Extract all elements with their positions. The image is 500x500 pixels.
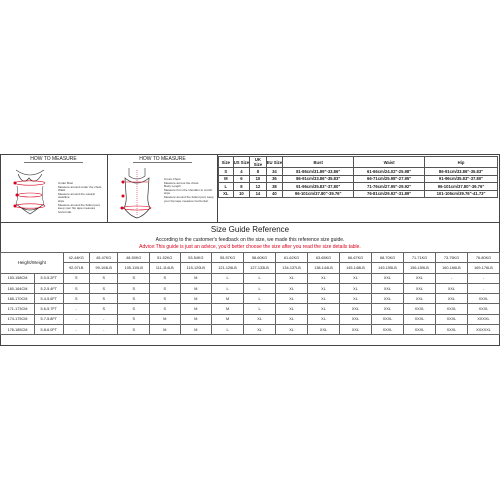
weight-lb-header: 138-144LB — [308, 263, 340, 273]
table-cell: 40 — [266, 190, 283, 198]
size-cell: L — [244, 304, 276, 314]
table-cell: 12 — [250, 183, 267, 191]
column-header: Hip — [425, 157, 498, 168]
size-cell: XXL — [371, 273, 403, 283]
height-cm-cell: 153-158CM — [1, 273, 35, 283]
table-cell: 96-101cm/37.80"-39.76" — [425, 183, 498, 191]
size-cell: XL — [340, 294, 372, 304]
size-cell: XL — [308, 314, 340, 324]
size-cell: - — [89, 325, 118, 335]
weight-kg-header: 63-65KG — [308, 253, 340, 263]
column-header: Size — [219, 157, 234, 168]
weight-lb-header: 92-97LB — [63, 263, 89, 273]
size-cell: S — [89, 283, 118, 293]
weight-kg-header-row — [1, 253, 500, 263]
table-cell: 38 — [266, 183, 283, 191]
weight-kg-header: 61-62KG — [276, 253, 308, 263]
size-cell: XL — [308, 304, 340, 314]
size-cell: L — [212, 283, 244, 293]
weight-lb-header: 121-126LB — [212, 263, 244, 273]
table-cell: 6 — [233, 175, 250, 183]
size-cell: - — [89, 314, 118, 324]
weight-kg-header: 55-57KG — [212, 253, 244, 263]
table-header-row — [219, 157, 498, 168]
weight-lb-header: 127-133LB — [244, 263, 276, 273]
size-cell: XL — [244, 325, 276, 335]
swimsuit-figure-illustration — [114, 166, 160, 220]
bikini-figure-illustration — [6, 166, 54, 218]
weight-lb-header: 156-159LB — [403, 263, 435, 273]
size-guide-note: According to the customer's feedback on the size, we made this reference size guide. — [155, 237, 345, 243]
weight-kg-header: 66-67KG — [340, 253, 372, 263]
size-cell: XXL — [371, 304, 403, 314]
size-cell: S — [63, 273, 89, 283]
table-cell: 71-76cm/27.95"-29.92" — [354, 183, 425, 191]
size-cell: XXL — [435, 283, 467, 293]
table-cell: 14 — [250, 190, 267, 198]
height-ft-cell: 5.6-5.7FT — [35, 304, 64, 314]
size-guide-title: Size Guide Reference — [210, 225, 290, 234]
size-cell: - — [435, 273, 467, 283]
size-cell: XXL — [403, 283, 435, 293]
size-cell: XL — [244, 314, 276, 324]
table-cell: 36 — [266, 175, 283, 183]
table-cell: 10 — [233, 190, 250, 198]
size-cell: M — [212, 294, 244, 304]
weight-lb-header-row — [1, 263, 500, 273]
size-cell: XXL — [340, 314, 372, 324]
how-to-measure-panel-swimsuit — [108, 154, 218, 222]
how-to-measure-title: HOW TO MEASURE — [24, 156, 83, 163]
size-cell: XXL — [403, 294, 435, 304]
size-cell: XXL — [340, 304, 372, 314]
weight-lb-header: 115-120LB — [180, 263, 212, 273]
size-cell: S — [149, 294, 180, 304]
size-cell: M — [180, 314, 212, 324]
size-cell: L — [244, 283, 276, 293]
size-cell: M — [180, 273, 212, 283]
size-cell: XXXXXL — [467, 325, 499, 335]
weight-lb-header: 169-176LB — [467, 263, 499, 273]
table-cell: 76-81cm/29.92"-31.89" — [354, 190, 425, 198]
table-row — [1, 273, 500, 283]
size-cell: XL — [276, 273, 308, 283]
height-ft-cell: 5.0-5.2FT — [35, 273, 64, 283]
weight-kg-header: 58-60KG — [244, 253, 276, 263]
size-cell: M — [180, 304, 212, 314]
size-cell: L — [244, 273, 276, 283]
table-row — [1, 283, 500, 293]
height-ft-cell: 5.7-5.8FT — [35, 314, 64, 324]
height-ft-cell: 5.4-5.6FT — [35, 294, 64, 304]
table-cell: 4 — [233, 168, 250, 176]
table-row — [1, 314, 500, 324]
height-cm-cell: 171-173CM — [1, 304, 35, 314]
size-cell: S — [149, 283, 180, 293]
weight-lb-header: 145-148LB — [340, 263, 372, 273]
size-cell: XL — [308, 294, 340, 304]
size-cell: XXL — [340, 325, 372, 335]
size-guide-advice: Advice:This guide is just an advice, you'd better choose the size after you read the size details table. — [139, 244, 361, 250]
size-cell: S — [149, 273, 180, 283]
size-cell: - — [467, 283, 499, 293]
size-cell: L — [244, 294, 276, 304]
table-row — [219, 190, 498, 198]
size-cell: S — [89, 273, 118, 283]
size-cell: XXXL — [435, 314, 467, 324]
weight-kg-header: 45-47KG — [89, 253, 118, 263]
weight-lb-header: 149-155LB — [371, 263, 403, 273]
size-cell: XL — [308, 283, 340, 293]
column-header: EU Size — [266, 157, 283, 168]
weight-lb-header: 99-104LB — [89, 263, 118, 273]
size-cell: S — [63, 283, 89, 293]
height-cm-cell: 165-170CM — [1, 294, 35, 304]
size-cell: XXXL — [435, 304, 467, 314]
table-cell: 34 — [266, 168, 283, 176]
height-cm-cell: 176-185CM — [1, 325, 35, 335]
size-cell: - — [63, 325, 89, 335]
column-header: UK Size — [250, 157, 267, 168]
size-details-table — [218, 156, 498, 198]
how-to-measure-title: HOW TO MEASURE — [133, 156, 192, 163]
table-row — [1, 325, 500, 335]
weight-kg-header: 42-44KG — [63, 253, 89, 263]
column-header: Waist — [354, 157, 425, 168]
size-cell: XL — [276, 283, 308, 293]
height-ft-cell: 5.8-6.0FT — [35, 325, 64, 335]
weight-kg-header: 76-80KG — [467, 253, 499, 263]
size-cell: L — [212, 325, 244, 335]
size-cell: M — [149, 325, 180, 335]
height-cm-cell: 160-164CM — [1, 283, 35, 293]
measure-legend: Under Bust Measure around under the chest. Waist Measure around the natural waistline. Hips Measure around the fullest part, keep your hip tape measure horizontal. — [58, 181, 103, 214]
size-cell: S — [118, 325, 150, 335]
size-cell: XXXL — [403, 314, 435, 324]
weight-kg-header: 68-70KG — [371, 253, 403, 263]
size-cell: S — [89, 294, 118, 304]
table-cell: 86-91cm/33.86"-35.83" — [283, 175, 354, 183]
size-cell: M — [180, 283, 212, 293]
size-cell: XXXL — [467, 304, 499, 314]
size-cell: S — [118, 273, 150, 283]
size-cell: XXXL — [435, 325, 467, 335]
size-cell: XL — [276, 314, 308, 324]
size-cell: XXL — [308, 325, 340, 335]
weight-lb-header: 160-166LB — [435, 263, 467, 273]
size-cell: S — [118, 314, 150, 324]
weight-kg-header: 73-75KG — [435, 253, 467, 263]
height-ft-cell: 5.2-5.4FT — [35, 283, 64, 293]
size-cell: XL — [308, 273, 340, 283]
weight-lb-header: 134-137LB — [276, 263, 308, 273]
size-cell: - — [63, 314, 89, 324]
table-cell: 10 — [250, 175, 267, 183]
weight-kg-header: 51-52KG — [149, 253, 180, 263]
table-row — [1, 294, 500, 304]
size-cell: XL — [340, 273, 372, 283]
table-cell: L — [219, 183, 234, 191]
table-row — [219, 175, 498, 183]
size-cell: S — [118, 294, 150, 304]
table-row — [219, 183, 498, 191]
size-cell: M — [180, 294, 212, 304]
size-cell: XXXL — [403, 304, 435, 314]
size-cell: XL — [340, 283, 372, 293]
height-cm-cell: 174-175CM — [1, 314, 35, 324]
column-header: US Size — [233, 157, 250, 168]
weight-kg-header: 71-71KG — [403, 253, 435, 263]
table-cell: 101-106cm/39.76"-41.73" — [425, 190, 498, 198]
height-weight-header: Height/Weight — [1, 253, 64, 274]
size-cell: XXL — [403, 273, 435, 283]
table-cell: 86-91cm/33.86"-35.83" — [425, 168, 498, 176]
size-cell: S — [89, 304, 118, 314]
measure-legend: Cross Chest Measure across the chest. Body Length Measure from the shoulder to crotch. Hips Measure around the fullest part, keep your hip tape measure horizontal. — [164, 177, 214, 203]
size-cell: M — [212, 304, 244, 314]
size-cell: - — [63, 304, 89, 314]
table-cell: 61-66cm/24.02"-25.98" — [354, 168, 425, 176]
table-row — [219, 168, 498, 176]
size-cell: XXL — [371, 283, 403, 293]
size-cell: M — [149, 314, 180, 324]
table-row — [1, 304, 500, 314]
how-to-measure-panel-bikini — [0, 154, 108, 222]
size-cell: XXXL — [371, 325, 403, 335]
table-cell: 81-86cm/31.89"-33.86" — [283, 168, 354, 176]
size-cell: XL — [276, 304, 308, 314]
column-header: Bust — [283, 157, 354, 168]
table-cell: 8 — [233, 183, 250, 191]
size-cell: XL — [276, 294, 308, 304]
weight-lb-header: 105-110LB — [118, 263, 150, 273]
size-cell: S — [118, 304, 150, 314]
table-cell: 91-96cm/35.83"-37.80" — [283, 183, 354, 191]
table-cell: 66-71cm/25.98"-27.95" — [354, 175, 425, 183]
weight-kg-header: 53-54KG — [180, 253, 212, 263]
size-cell: S — [118, 283, 150, 293]
table-cell: 91-96cm/35.83"-37.80" — [425, 175, 498, 183]
size-cell: XXXL — [403, 325, 435, 335]
size-cell: XXXL — [467, 294, 499, 304]
size-cell: M — [212, 314, 244, 324]
size-cell: S — [149, 304, 180, 314]
size-cell: XXL — [435, 294, 467, 304]
weight-kg-header: 48-50KG — [118, 253, 150, 263]
table-cell: S — [219, 168, 234, 176]
weight-lb-header: 111-114LB — [149, 263, 180, 273]
size-cell: XXL — [371, 294, 403, 304]
table-cell: M — [219, 175, 234, 183]
table-cell: 96-101cm/37.80"-39.76" — [283, 190, 354, 198]
size-cell: L — [212, 273, 244, 283]
size-cell: - — [467, 273, 499, 283]
size-cell: M — [180, 325, 212, 335]
size-cell: XL — [276, 325, 308, 335]
table-cell: 8 — [250, 168, 267, 176]
size-cell: XXXXL — [467, 314, 499, 324]
size-cell: XXXL — [371, 314, 403, 324]
size-guide-table — [0, 252, 500, 335]
size-cell: S — [63, 294, 89, 304]
table-cell: XL — [219, 190, 234, 198]
